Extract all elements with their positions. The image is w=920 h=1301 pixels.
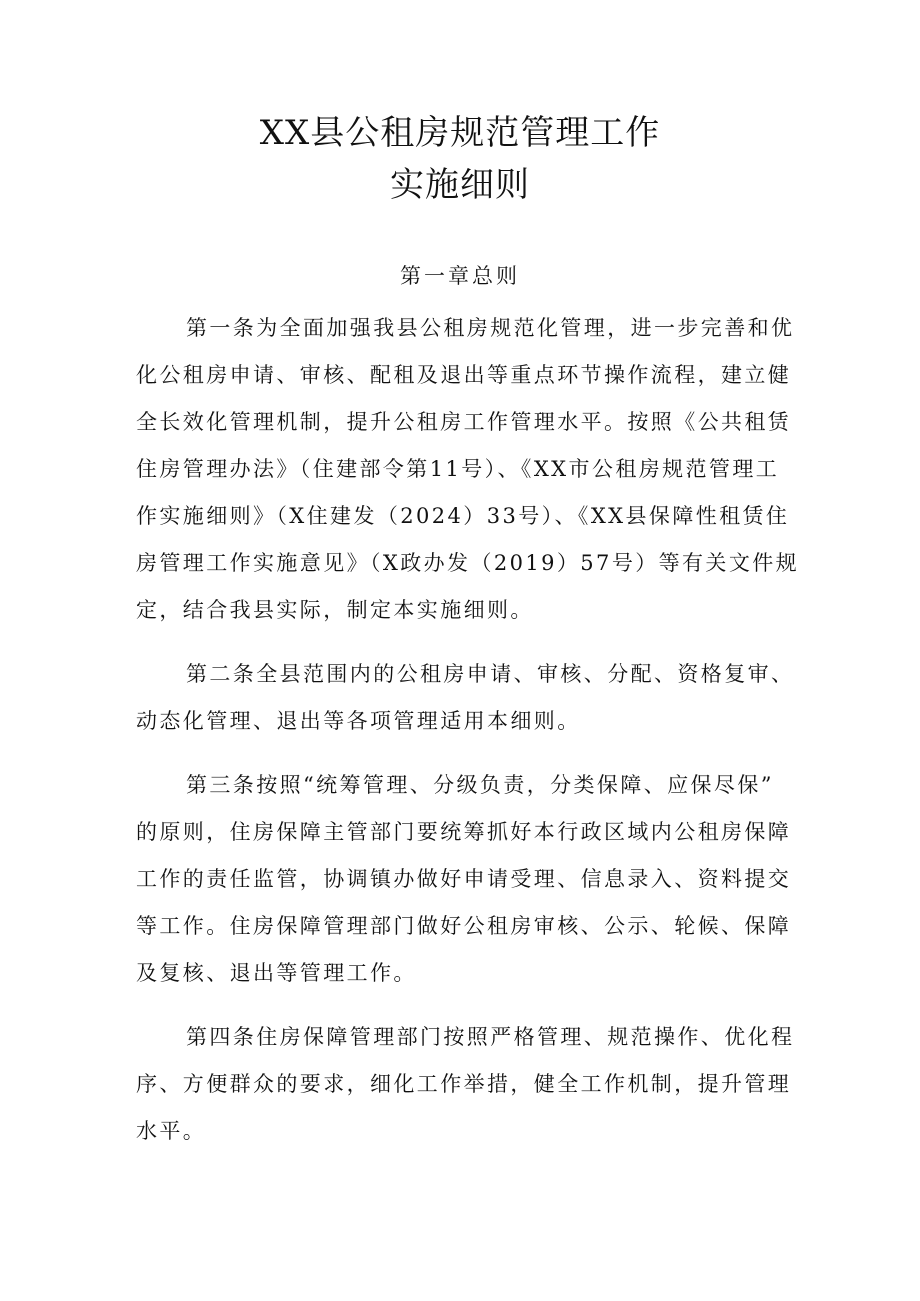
chapter-heading: 第一章总则 — [400, 264, 520, 288]
text-line: 第一条为全面加强我县公租房规范化管理，进一步完善和优 — [186, 316, 795, 340]
text-line: 第二条全县范围内的公租房申请、审核、分配、资格复审、 — [186, 662, 795, 686]
text-line: 第三条按照“统筹管理、分级负责，分类保障、应保尽保” — [186, 773, 774, 797]
document-body — [136, 305, 800, 1172]
text-line: 动态化管理、退出等各项管理适用本细则。 — [136, 709, 581, 733]
text-line: 序、方便群众的要求，细化工作举措，健全工作机制，提升管理 — [136, 1072, 792, 1096]
text-line: 的原则，住房保障主管部门要统筹抓好本行政区域内公租房保障 — [136, 820, 792, 844]
article-3-paragraph — [136, 762, 792, 997]
text-line: 定，结合我县实际，制定本实施细则。 — [136, 598, 534, 622]
text-line: 住房管理办法》（住建部令第11号）、《XX市公租房规范管理工 — [136, 457, 780, 481]
article-4-paragraph — [136, 1014, 795, 1155]
text-line: 等工作。住房保障管理部门做好公租房审核、公示、轮候、保障 — [136, 914, 792, 938]
text-line: 全长效化管理机制，提升公租房工作管理水平。按照《公共租赁 — [136, 410, 792, 434]
text-line: 第四条住房保障管理部门按照严格管理、规范操作、优化程 — [186, 1025, 795, 1049]
text-line: 房管理工作实施意见》（X政办发（2019）57号）等有关文件规 — [136, 551, 800, 575]
text-line: 工作的责任监管，协调镇办做好申请受理、信息录入、资料提交 — [136, 867, 792, 891]
document-title-line-2: 实施细则 — [390, 165, 530, 205]
text-line: 作实施细则》（X住建发（2024）33号）、《XX县保障性租赁住 — [136, 504, 790, 528]
document-title-line-1: XX县公租房规范管理工作 — [259, 113, 661, 153]
article-2-paragraph — [136, 651, 795, 745]
article-1-paragraph — [136, 305, 800, 634]
text-line: 化公租房申请、审核、配租及退出等重点环节操作流程，建立健 — [136, 363, 792, 387]
text-line: 水平。 — [136, 1119, 207, 1143]
text-line: 及复核、退出等管理工作。 — [136, 961, 417, 985]
